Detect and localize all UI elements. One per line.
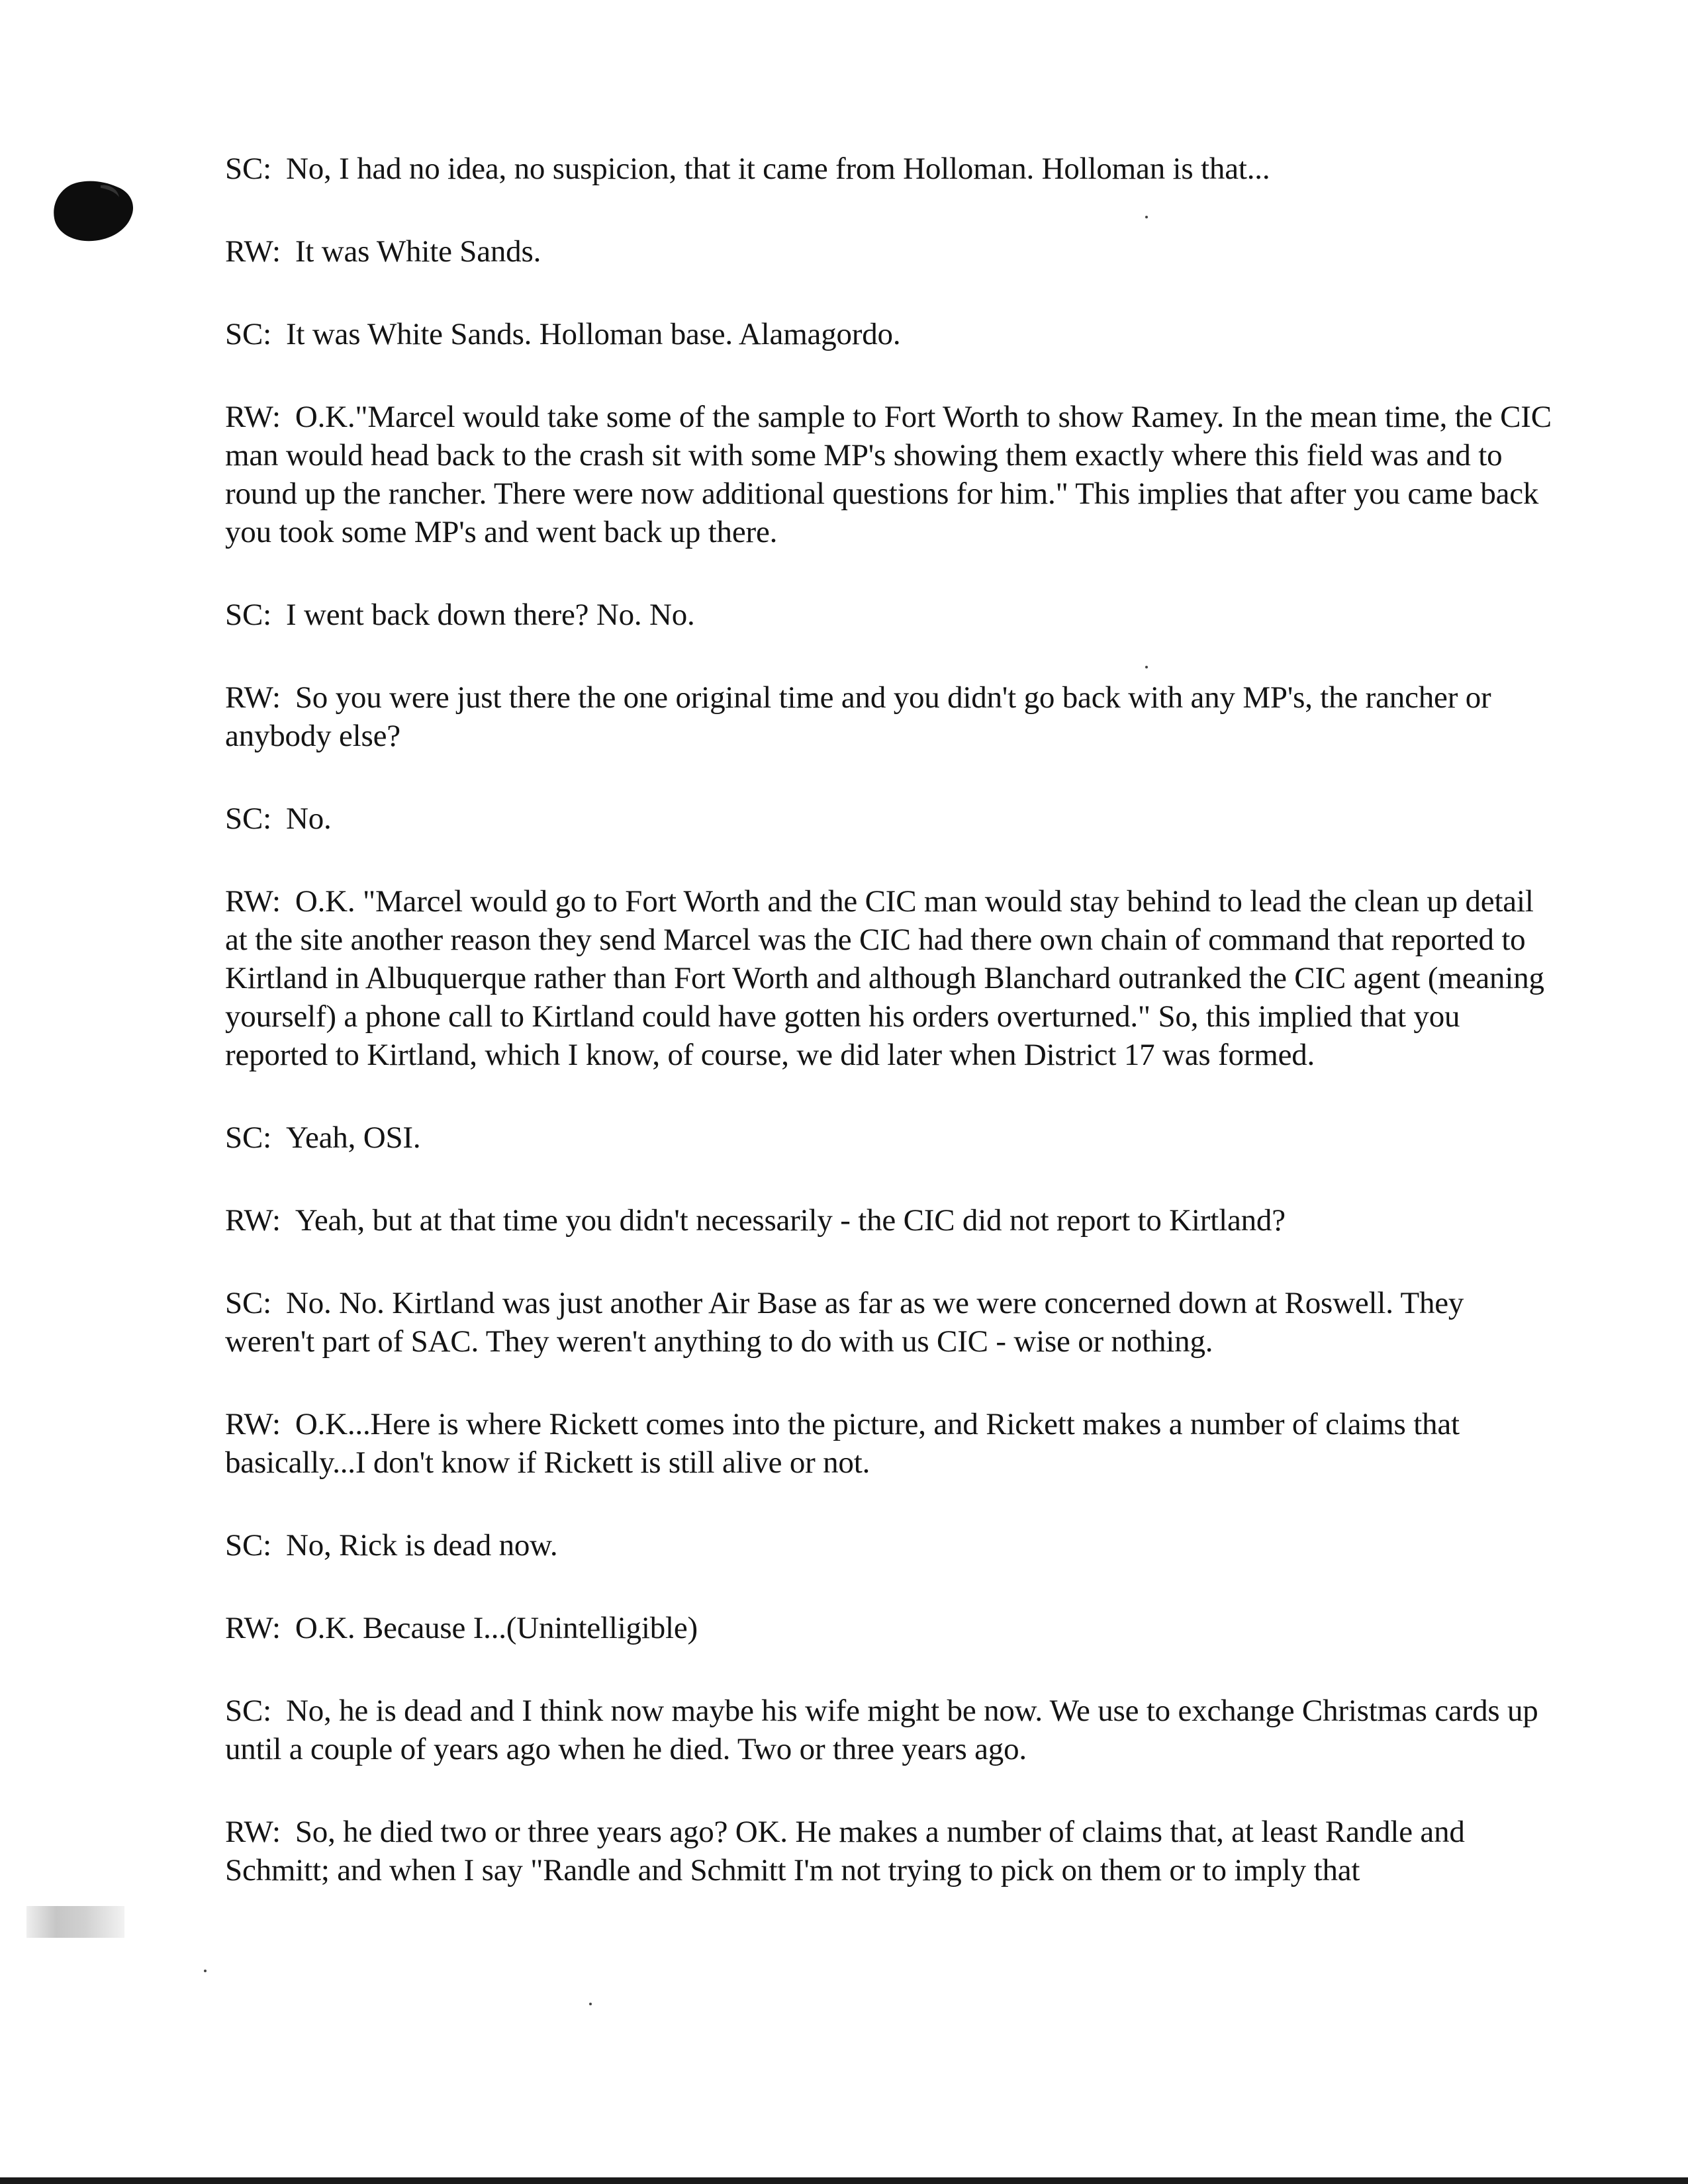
transcript-entry-11	[225, 1284, 1556, 1361]
transcript-entry-14	[225, 1609, 1556, 1647]
transcript-entry-9	[225, 1118, 1556, 1157]
entry-text: No, he is dead and I think now maybe his wife might be now. We use to exchange Christmas cards up until a couple of years ago when he died. Two or three years ago.	[225, 1694, 1538, 1766]
entry-text: It was White Sands.	[295, 234, 541, 269]
transcript-entry-15	[225, 1692, 1556, 1768]
scan-speck	[1145, 216, 1148, 218]
transcript-entry-3	[225, 315, 1556, 353]
transcript-entry-1	[225, 150, 1556, 188]
speaker-label: RW:	[225, 1203, 281, 1238]
scan-artifact	[26, 1906, 124, 1938]
speaker-label: RW:	[225, 400, 281, 434]
speaker-label: SC:	[225, 317, 271, 351]
entry-text: O.K. "Marcel would go to Fort Worth and the CIC man would stay behind to lead the clean up detail at the site another reason they send Marcel was the CIC had there own chain of command that reported to Kirtland in Albuquerque rather than Fort Worth and although Blanchard outranked the CIC agent (meaning yourself) a phone call to Kirtland could have gotten his orders overturned." So, this implied that you reported to Kirtland, which I know, of course, we did later when District 17 was formed.	[225, 884, 1544, 1072]
entry-text: No.	[285, 801, 332, 836]
speaker-label: SC:	[225, 598, 271, 632]
entry-text: O.K...Here is where Rickett comes into the picture, and Rickett makes a number of claims that basically...I don't know if Rickett is still alive or not.	[225, 1407, 1460, 1480]
entry-text: Yeah, OSI.	[285, 1120, 421, 1155]
entry-text: So you were just there the one original time and you didn't go back with any MP's, the rancher or anybody else?	[225, 680, 1491, 753]
speaker-label: SC:	[225, 1120, 271, 1155]
transcript-entry-2	[225, 232, 1556, 271]
speaker-label: RW:	[225, 680, 281, 715]
scan-speck	[204, 1970, 207, 1972]
transcript-entry-7	[225, 799, 1556, 838]
transcript-entry-12	[225, 1405, 1556, 1482]
entry-text: I went back down there? No. No.	[285, 598, 695, 632]
punch-hole-mark	[53, 180, 138, 242]
transcript-entry-10	[225, 1201, 1556, 1240]
speaker-label: RW:	[225, 884, 281, 919]
speaker-label: RW:	[225, 1611, 281, 1645]
entry-text: O.K."Marcel would take some of the sample to Fort Worth to show Ramey. In the mean time, the CIC man would head back to the crash sit with some MP's showing them exactly where this field was and to round up the rancher. There were now additional questions for him." This implies that after you came back you took some MP's and went back up there.	[225, 400, 1552, 549]
speaker-label: SC:	[225, 801, 271, 836]
entry-text: No. No. Kirtland was just another Air Base as far as we were concerned down at Roswell. They weren't part of SAC. They weren't anything to do with us CIC - wise or nothing.	[225, 1286, 1464, 1359]
entry-text: No, I had no idea, no suspicion, that it came from Holloman. Holloman is that...	[285, 152, 1270, 186]
transcript-entry-13	[225, 1526, 1556, 1565]
entry-text: So, he died two or three years ago? OK. He makes a number of claims that, at least Randle and Schmitt; and when I say "Randle and Schmitt I'm not trying to pick on them or to imply that	[225, 1815, 1465, 1888]
speaker-label: SC:	[225, 1286, 271, 1320]
entry-text: Yeah, but at that time you didn't necessarily - the CIC did not report to Kirtland?	[295, 1203, 1286, 1238]
transcript-entry-5	[225, 596, 1556, 634]
transcript-entry-4	[225, 398, 1556, 551]
speaker-label: SC:	[225, 1528, 271, 1563]
speaker-label: RW:	[225, 1407, 281, 1441]
scan-speck	[589, 2003, 592, 2005]
transcript-entry-16	[225, 1813, 1556, 1889]
scan-bottom-edge	[0, 2177, 1688, 2184]
entry-text: No, Rick is dead now.	[285, 1528, 558, 1563]
entry-text: O.K. Because I...(Unintelligible)	[295, 1611, 698, 1645]
transcript-entry-6	[225, 678, 1556, 755]
speaker-label: RW:	[225, 234, 281, 269]
entry-text: It was White Sands. Holloman base. Alamagordo.	[285, 317, 901, 351]
scan-speck	[1145, 666, 1148, 668]
speaker-label: SC:	[225, 152, 271, 186]
speaker-label: RW:	[225, 1815, 281, 1849]
transcript-entry-8	[225, 882, 1556, 1074]
speaker-label: SC:	[225, 1694, 271, 1728]
interview-transcript	[225, 150, 1556, 1934]
